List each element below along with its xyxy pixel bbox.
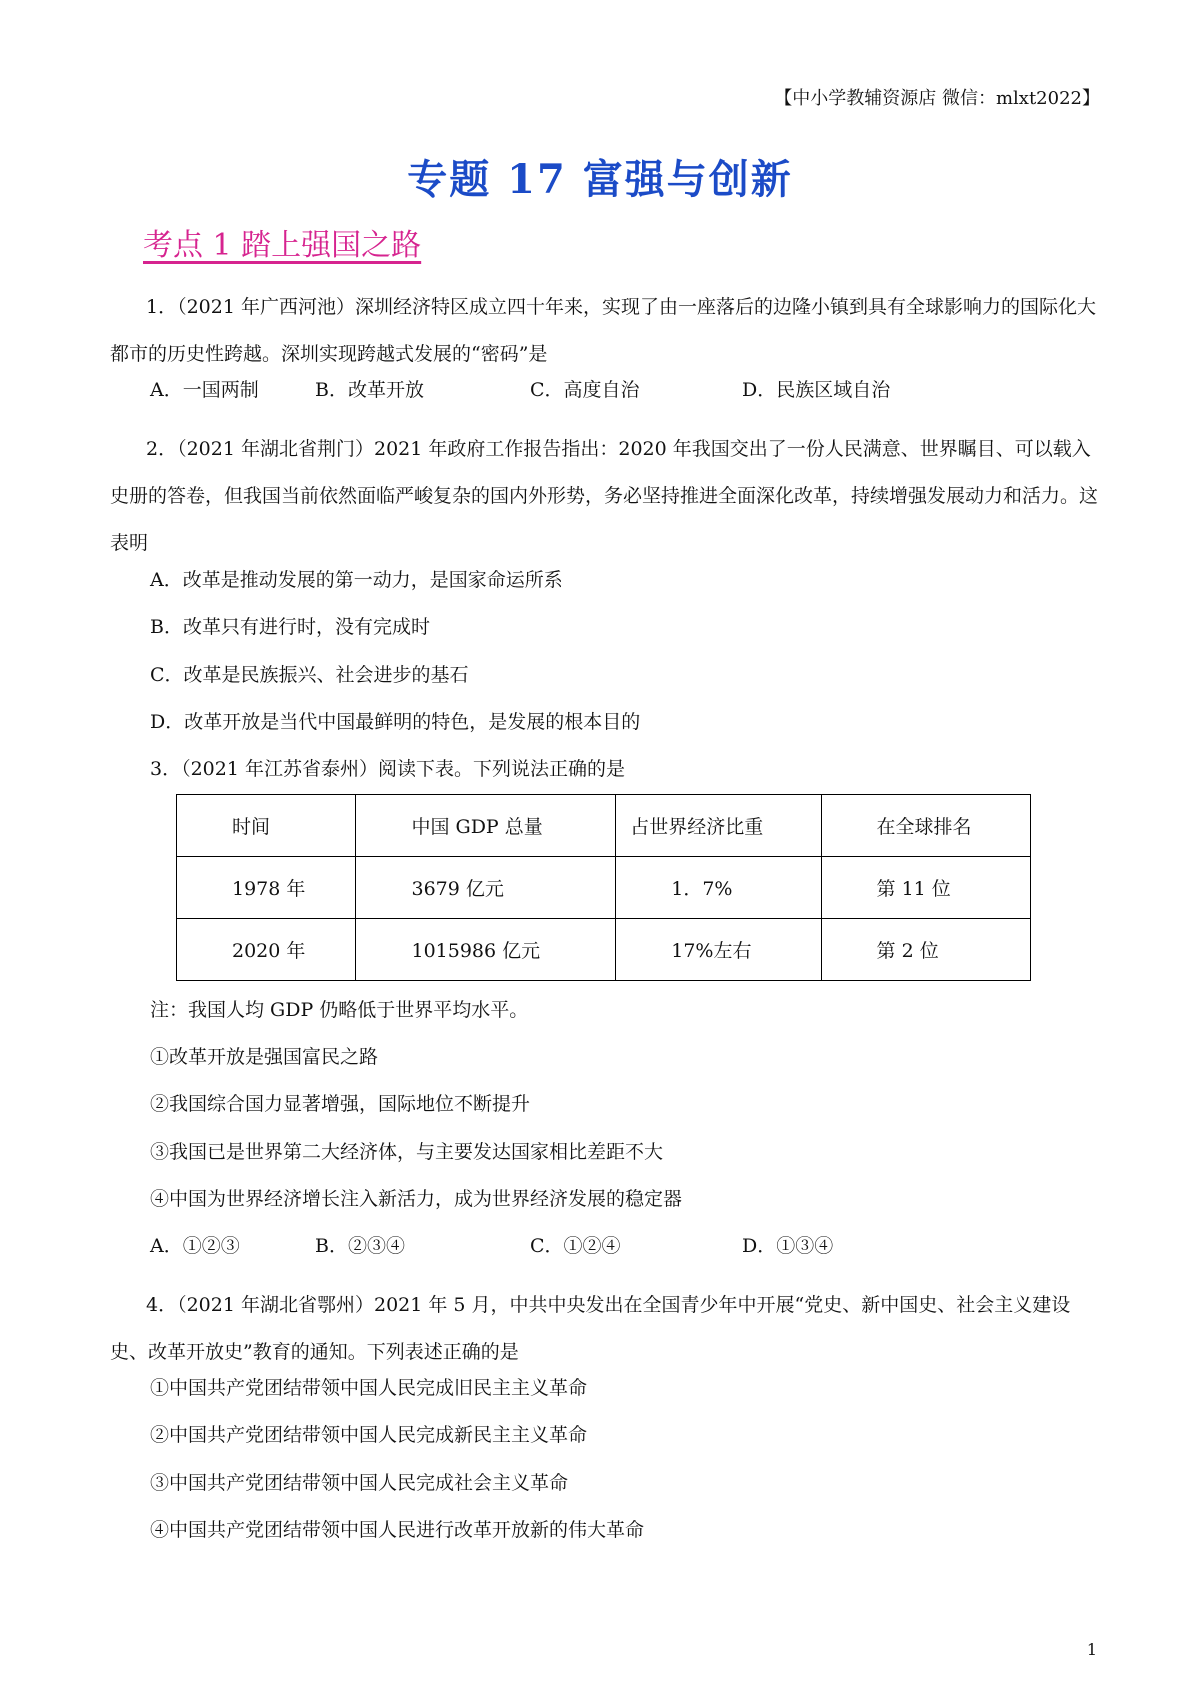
option-a: A．一国两制 [150, 379, 259, 401]
option-b: B．改革开放 [315, 379, 424, 401]
table-header-cell: 时间 [177, 795, 356, 857]
question-1-options [150, 378, 890, 402]
statement-1: ①改革开放是强国富民之路 [150, 1046, 379, 1068]
table-cell: 2020 年 [177, 919, 356, 981]
statement-4: ④中国共产党团结带领中国人民进行改革开放新的伟大革命 [150, 1519, 645, 1541]
option-d: D．①③④ [742, 1235, 834, 1257]
header-note: 【中小学教辅资源店 微信：mlxt2022】 [774, 88, 1100, 109]
page-number: 1 [1086, 1640, 1097, 1659]
question-1-stem: 1．（2021 年广西河池）深圳经济特区成立四十年来，实现了由一座落后的边隆小镇到具有全球影响力的国际化大都市的历史性跨越。深圳实现跨越式发展的“密码”是 [110, 296, 1096, 365]
statement-2: ②中国共产党团结带领中国人民完成新民主主义革命 [150, 1424, 588, 1446]
table-header-row [177, 795, 1031, 857]
section-title: 考点 1 踏上强国之路 [143, 228, 422, 263]
option-c: C．高度自治 [530, 379, 640, 401]
gdp-table [176, 794, 1031, 981]
table-cell: 3679 亿元 [356, 857, 616, 919]
statement-1: ①中国共产党团结带领中国人民完成旧民主主义革命 [150, 1377, 588, 1399]
table-row [177, 857, 1031, 919]
table-cell: 1978 年 [177, 857, 356, 919]
question-2-option-a: A．改革是推动发展的第一动力，是国家命运所系 [150, 569, 563, 591]
table-cell: 17%左右 [616, 919, 821, 981]
document-title: 专题 17 富强与创新 [407, 156, 793, 203]
statement-4: ④中国为世界经济增长注入新活力，成为世界经济发展的稳定器 [150, 1188, 683, 1210]
statement-3: ③我国已是世界第二大经济体，与主要发达国家相比差距不大 [150, 1141, 664, 1163]
option-a: A．①②③ [150, 1235, 240, 1257]
question-3-options [150, 1234, 833, 1258]
question-3-stem: 3．（2021 年江苏省泰州）阅读下表。下列说法正确的是 [150, 758, 625, 780]
table-cell: 1．7% [616, 857, 821, 919]
question-2-option-c: C．改革是民族振兴、社会进步的基石 [150, 664, 469, 686]
statement-2: ②我国综合国力显著增强，国际地位不断提升 [150, 1093, 531, 1115]
statement-3: ③中国共产党团结带领中国人民完成社会主义革命 [150, 1472, 569, 1494]
table-header-cell: 占世界经济比重 [616, 795, 821, 857]
question-2-option-b: B．改革只有进行时，没有完成时 [150, 616, 430, 638]
table-row [177, 919, 1031, 981]
option-d: D．民族区域自治 [742, 379, 891, 401]
question-2-option-d: D．改革开放是当代中国最鲜明的特色，是发展的根本目的 [150, 711, 641, 733]
table-header-cell: 中国 GDP 总量 [356, 795, 616, 857]
table-header-cell: 在全球排名 [821, 795, 1030, 857]
question-4-stem: 4．（2021 年湖北省鄂州）2021 年 5 月，中共中央发出在全国青少年中开展“党史、新中国史、社会主义建设史、改革开放史”教育的通知。下列表述正确的是 [110, 1294, 1071, 1363]
question-3-note: 注：我国人均 GDP 仍略低于世界平均水平。 [150, 999, 529, 1021]
option-b: B．②③④ [315, 1235, 405, 1257]
table-cell: 第 11 位 [821, 857, 1030, 919]
question-2-stem: 2．（2021 年湖北省荆门）2021 年政府工作报告指出：2020 年我国交出了一份人民满意、世界瞩目、可以载入史册的答卷，但我国当前依然面临严峻复杂的国内外形势，务必坚持推进全面深化改革，持续增强发展动力和活力。这表明 [110, 438, 1099, 554]
table-cell: 1015986 亿元 [356, 919, 616, 981]
table-cell: 第 2 位 [821, 919, 1030, 981]
option-c: C．①②④ [530, 1235, 621, 1257]
